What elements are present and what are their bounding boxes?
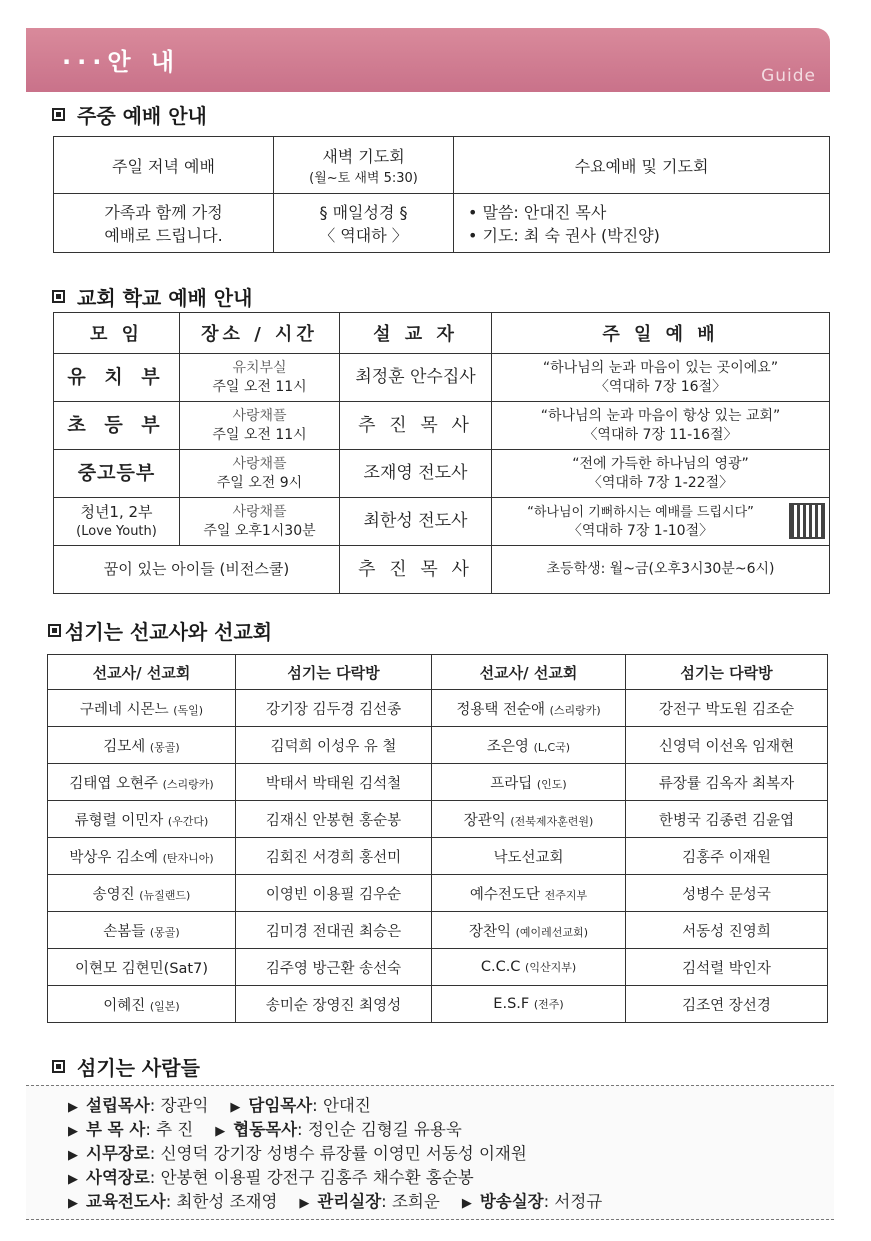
missionary-cell: 장관익 (전북제자훈련원) bbox=[432, 801, 626, 838]
dawn-prayer-header: 새벽 기도회 (월~토 새벽 5:30) bbox=[274, 137, 454, 194]
arrow-bullet-icon: ▶ bbox=[68, 1196, 78, 1211]
col-header-place-time: 장소 / 시간 bbox=[180, 313, 340, 354]
staff-role-label: 관리실장 bbox=[317, 1192, 382, 1211]
table-row bbox=[48, 690, 828, 727]
arrow-bullet-icon: ▶ bbox=[68, 1148, 78, 1163]
header-guide-label: Guide bbox=[761, 66, 816, 86]
square-bullet-icon bbox=[48, 624, 61, 637]
church-school-table bbox=[53, 312, 830, 594]
missionary-cell: 손봄들 (몽골) bbox=[48, 912, 236, 949]
table-row bbox=[48, 801, 828, 838]
arrow-bullet-icon: ▶ bbox=[461, 1196, 472, 1211]
staff-role-label: 담임목사 bbox=[248, 1096, 313, 1115]
missionaries-table: 선교사/ 선교회 섬기는 다락방 선교사/ 선교회 섬기는 다락방 구레네 시몬느 (독일) 강기장 김두경 김선종 정용택 전순애 (스리랑카) 강전구 박도원 김조순 김모세 (몽골) 김덕희 이성우 유 철 조은영 (L,C국) 신영덕 이선옥 임재현 김태엽 오현주 (스리랑카) 박태서 박태원 김석철 프라딥 (인도) 류장률 김옥자 최복자 류형렬 이민자 (우간다) 김재신 안봉현 홍순봉 장관익 (전북제자훈련원) 한병국 김종련 김윤엽 박상우 김소예 (탄자니아) 김회진 서경희 홍선미 낙도선교회 김홍주 이재원 송영진 (뉴질랜드) 이영빈 이용필 김우순 예수전도단 전주지부 성병수 문성국 손봄들 (몽골) 김미경 전대권 최승은 장찬익 (예이레선교회) 서동성 진영희 이현모 김현민(Sat7) 김주영 방근환 송선숙 C.C.C (익산지부) 김석렬 박인자 이혜진 (일본) 송미순 장영진 최영성 E.S.F (전주) 김조연 장선경 bbox=[47, 654, 828, 1023]
missionary-cell: 정용택 전순애 (스리랑카) bbox=[432, 690, 626, 727]
sunday-evening-cell: 가족과 함께 가정 예배로 드립니다. bbox=[54, 194, 274, 253]
section-staff-title: 섬기는 사람들 bbox=[52, 1052, 200, 1081]
missionary-cell: 류형렬 이민자 (우간다) bbox=[48, 801, 236, 838]
cell-group-cell: 김덕희 이성우 유 철 bbox=[236, 727, 432, 764]
table-row: 초 등 부 사랑채플 주일 오전 11시 추 진 목 사 “하나님의 눈과 마음이 항상 있는 교회” 〈역대하 7장 11-16절〉 bbox=[54, 402, 830, 450]
arrow-bullet-icon: ▶ bbox=[230, 1100, 241, 1115]
missionary-cell: 박상우 김소예 (탄자니아) bbox=[48, 838, 236, 875]
table-row: 중고등부 사랑채플 주일 오전 9시 조재영 전도사 “전에 가득한 하나님의 영광” 〈역대하 7장 1-22절〉 bbox=[54, 450, 830, 498]
staff-line: ▶ 교육전도사: 최한성 조재영 ▶ 관리실장: 조희운 ▶ 방송실장: 서정규 bbox=[68, 1192, 603, 1211]
cell-group-cell: 김주영 방근환 송선숙 bbox=[236, 949, 432, 986]
table-row: 청년1, 2부 (Love Youth) 사랑채플 주일 오후1시30분 최한성 전도사 “하나님이 기뻐하시는 예배를 드립시다” 〈역대하 7장 1-10절〉 bbox=[54, 498, 830, 546]
table-row bbox=[48, 986, 828, 1023]
cell-group-cell: 강기장 김두경 김선종 bbox=[236, 690, 432, 727]
cell-group-cell: 한병국 김종련 김윤엽 bbox=[626, 801, 828, 838]
staff-names: 서정규 bbox=[554, 1192, 603, 1211]
arrow-bullet-icon: ▶ bbox=[299, 1196, 310, 1211]
cell-group-cell: 김홍주 이재원 bbox=[626, 838, 828, 875]
section-weekday-worship-title: 주중 예배 안내 bbox=[52, 100, 207, 129]
dawn-prayer-cell: § 매일성경 § 〈 역대하 〉 bbox=[274, 194, 454, 253]
staff-line: ▶ 시무장로: 신영덕 강기장 성병수 류장률 이영민 서동성 이재원 bbox=[68, 1144, 527, 1163]
missionary-cell: 이혜진 (일본) bbox=[48, 986, 236, 1023]
missionary-cell: 장찬익 (예이레선교회) bbox=[432, 912, 626, 949]
cell-group-cell: 송미순 장영진 최영성 bbox=[236, 986, 432, 1023]
missionary-cell: 예수전도단 전주지부 bbox=[432, 875, 626, 912]
sunday-evening-header: 주일 저녁 예배 bbox=[54, 137, 274, 194]
weekday-worship-table bbox=[53, 136, 830, 253]
cell-group-cell: 김회진 서경희 홍선미 bbox=[236, 838, 432, 875]
staff-names: 장관익 bbox=[160, 1096, 209, 1115]
cell-group-cell: 이영빈 이용필 김우순 bbox=[236, 875, 432, 912]
square-bullet-icon bbox=[52, 108, 65, 121]
table-row: 꿈이 있는 아이들 (비전스쿨) 추 진 목 사 초등학생: 월~금(오후3시30분~6시) bbox=[54, 546, 830, 594]
cell-group-cell: 성병수 문성국 bbox=[626, 875, 828, 912]
staff-names: 신영덕 강기장 성병수 류장률 이영민 서동성 이재원 bbox=[160, 1144, 527, 1163]
staff-role-label: 방송실장 bbox=[479, 1192, 544, 1211]
staff-names: 추 진 bbox=[156, 1120, 194, 1139]
staff-role-label: 사역장로 bbox=[86, 1168, 150, 1187]
staff-role-label: 협동목사 bbox=[233, 1120, 298, 1139]
col-header-group: 모 임 bbox=[54, 313, 180, 354]
missionary-cell: 김태엽 오현주 (스리랑카) bbox=[48, 764, 236, 801]
table-row bbox=[48, 727, 828, 764]
cell-group-cell: 강전구 박도원 김조순 bbox=[626, 690, 828, 727]
table-row bbox=[48, 764, 828, 801]
staff-line: ▶ 설립목사: 장관익 ▶ 담임목사: 안대진 bbox=[68, 1096, 371, 1115]
arrow-bullet-icon: ▶ bbox=[68, 1124, 78, 1139]
staff-names: 최한성 조재영 bbox=[176, 1192, 278, 1211]
staff-role-label: 시무장로 bbox=[86, 1144, 150, 1163]
cell-group-cell: 김미경 전대권 최승은 bbox=[236, 912, 432, 949]
cell-group-cell: 류장률 김옥자 최복자 bbox=[626, 764, 828, 801]
qr-code-icon[interactable] bbox=[789, 503, 825, 539]
wednesday-worship-header: 수요예배 및 기도회 bbox=[454, 137, 830, 194]
arrow-bullet-icon: ▶ bbox=[215, 1124, 226, 1139]
missionary-cell: 김모세 (몽골) bbox=[48, 727, 236, 764]
staff-list bbox=[26, 1085, 834, 1220]
col-header-preacher: 설 교 자 bbox=[340, 313, 492, 354]
staff-line: ▶ 사역장로: 안봉현 이용필 강전구 김홍주 채수환 홍순봉 bbox=[68, 1168, 474, 1187]
table-row bbox=[48, 838, 828, 875]
staff-names: 정인순 김형길 유용욱 bbox=[307, 1120, 462, 1139]
missionary-cell: 구레네 시몬느 (독일) bbox=[48, 690, 236, 727]
section-church-school-title: 교회 학교 예배 안내 bbox=[52, 282, 252, 311]
header-banner bbox=[26, 28, 830, 92]
table-row bbox=[48, 912, 828, 949]
cell-group-cell: 신영덕 이선옥 임재현 bbox=[626, 727, 828, 764]
missionary-cell: 프라딥 (인도) bbox=[432, 764, 626, 801]
missionary-cell: 조은영 (L,C국) bbox=[432, 727, 626, 764]
staff-role-label: 부 목 사 bbox=[86, 1120, 146, 1139]
missionary-cell: 송영진 (뉴질랜드) bbox=[48, 875, 236, 912]
cell-group-cell: 서동성 진영희 bbox=[626, 912, 828, 949]
missionary-cell: 낙도선교회 bbox=[432, 838, 626, 875]
arrow-bullet-icon: ▶ bbox=[68, 1172, 78, 1187]
square-bullet-icon bbox=[52, 290, 65, 303]
cell-group-cell: 김조연 장선경 bbox=[626, 986, 828, 1023]
square-bullet-icon bbox=[52, 1060, 65, 1073]
section-missionaries-title: 섬기는 선교사와 선교회 bbox=[48, 616, 272, 645]
header-title: ···안 내 bbox=[62, 48, 181, 76]
wednesday-worship-cell: • 말씀: 안대진 목사 • 기도: 최 숙 권사 (박진양) bbox=[454, 194, 830, 253]
cell-group-cell: 박태서 박태원 김석철 bbox=[236, 764, 432, 801]
staff-names: 안봉현 이용필 강전구 김홍주 채수환 홍순봉 bbox=[160, 1168, 474, 1187]
table-row bbox=[48, 949, 828, 986]
cell-group-cell: 김재신 안봉현 홍순봉 bbox=[236, 801, 432, 838]
missionary-cell: C.C.C (익산지부) bbox=[432, 949, 626, 986]
col-header-sermon: 주 일 예 배 bbox=[492, 313, 830, 354]
staff-line: ▶ 부 목 사: 추 진 ▶ 협동목사: 정인순 김형길 유용욱 bbox=[68, 1120, 462, 1139]
cell-group-cell: 김석렬 박인자 bbox=[626, 949, 828, 986]
missionary-cell: E.S.F (전주) bbox=[432, 986, 626, 1023]
staff-names: 안대진 bbox=[322, 1096, 371, 1115]
staff-role-label: 설립목사 bbox=[86, 1096, 150, 1115]
staff-role-label: 교육전도사 bbox=[86, 1192, 166, 1211]
staff-names: 조희운 bbox=[391, 1192, 440, 1211]
table-row: 유 치 부 유치부실 주일 오전 11시 최정훈 안수집사 “하나님의 눈과 마음이 있는 곳이에요” 〈역대하 7장 16절〉 bbox=[54, 354, 830, 402]
arrow-bullet-icon: ▶ bbox=[68, 1100, 78, 1115]
missionary-cell: 이현모 김현민(Sat7) bbox=[48, 949, 236, 986]
table-row bbox=[48, 875, 828, 912]
